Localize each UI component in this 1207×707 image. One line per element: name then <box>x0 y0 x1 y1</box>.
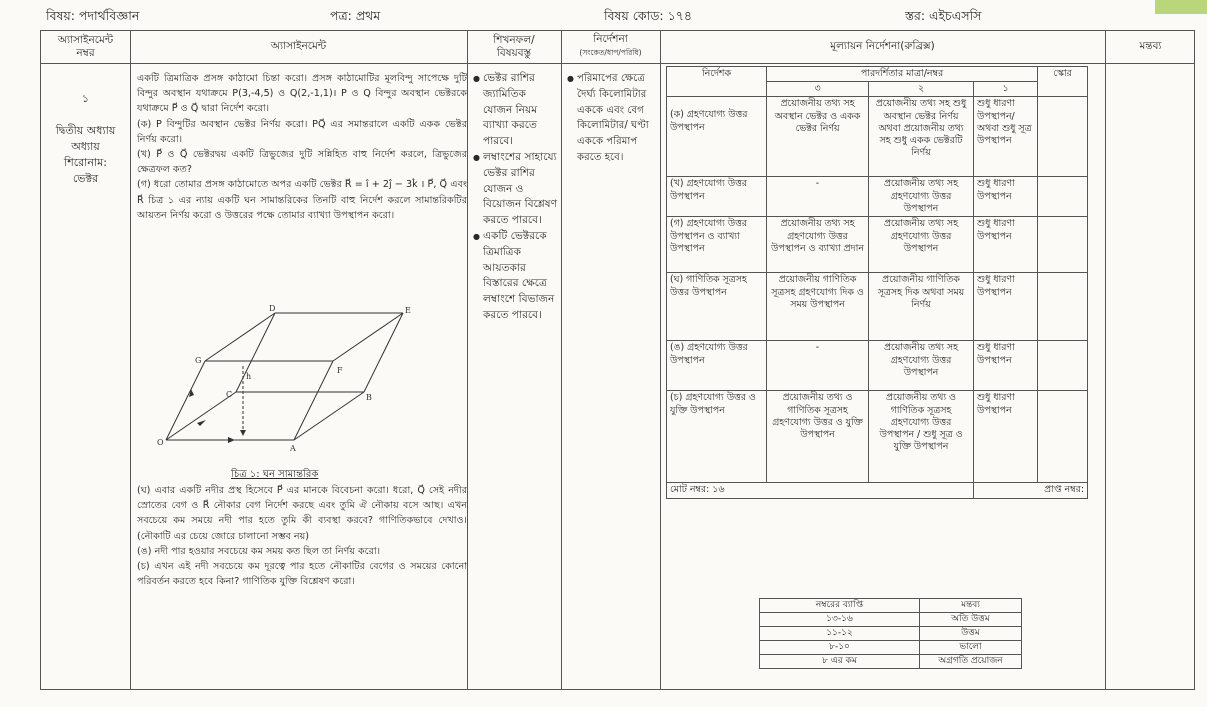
learning-outcome-item: ● একটি ভেক্টরকে ত্রিমাত্রিক আয়তকার বিস্তারের ক্ষেত্রে লম্বাংশে বিভাজন করতে পারবে। <box>483 229 557 324</box>
rubric-row: (খ) গ্রহণযোগ্য উত্তর উপস্থাপন - প্রয়োজনীয় তথ্য সহ গ্রহণযোগ্য উত্তর উপস্থাপন শুধু ধারণা উপস্থাপন <box>667 177 1088 217</box>
learning-outcome-item: ● লম্বাংশের সাহায্যে ভেক্টর রাশির যোজন ও বিয়োজন বিশ্লেষণ করতে পারবে। <box>483 150 557 229</box>
figure-label-a: A <box>290 444 296 453</box>
score-cell[interactable] <box>1038 217 1088 273</box>
question-ga: (গ) ধরো তোমার প্রসঙ্গ কাঠামোতে অপর একটি ভেক্টর R⃗ = î + 2ĵ − 3k̂ । P⃗, Q⃗ এবং R⃗ চিত্র ১ এর ন্যায় একটি ঘন সামান্তরিকের তিনটি বাহু নির্দেশ করলে সামান্তরিকটির আয়তন নির্ণয় করো ও উত্তরের পক্ষে তোমার ব্যাখ্যা উপস্থাপন করো। <box>137 179 467 221</box>
rubric-row: (গ) গ্রহণযোগ্য উত্তর উপস্থাপন ও ব্যাখ্যা উপস্থাপন প্রয়োজনীয় তথ্য সহ গ্রহণযোগ্য উত্তর উপস্থাপন ও ব্যাখ্যা প্রদান প্রয়োজনীয় তথ্য সহ গ্রহণযোগ্য উত্তর উপস্থাপন শুধু ধারণা উপস্থাপন <box>667 217 1088 273</box>
rubric-head-score: স্কোর <box>1038 67 1088 97</box>
subject-label: বিষয়: পদার্থবিজ্ঞান <box>46 8 140 23</box>
grading-row: ১৩-১৬ অতি উত্তম <box>760 613 1022 627</box>
instruction-item: ● পরিমাপের ক্ষেত্রে দৈর্ঘ্য কিলোমিটার এককে এবং বেগ কিলোমিটার/ ঘণ্টা এককে পরিমাপ করতে হবে। <box>577 71 659 166</box>
rubric-row: (ঙ) গ্রহণযোগ্য উত্তর উপস্থাপন - প্রয়োজনীয় তথ্য সহ গ্রহণযোগ্য উত্তর উপস্থাপন শুধু ধারণা উপস্থাপন <box>667 341 1088 391</box>
assignment-table <box>40 30 1195 690</box>
score-cell[interactable] <box>1038 273 1088 341</box>
figure-label-g: G <box>195 356 202 365</box>
grading-row: ৮ এর কম অগ্রগতি প্রয়োজন <box>760 655 1022 669</box>
chapter-title: ভেক্টর <box>72 172 99 185</box>
figure-label-d: D <box>269 305 276 313</box>
col-header-assignment: অ্যাসাইনমেন্ট <box>270 40 327 52</box>
learning-outcome-item: ● ভেক্টর রাশির জ্যামিতিক যোজন নিয়ম ব্যাখ্যা করতে পারবে। <box>483 71 557 150</box>
col-header-learning: শিখনফল/ বিষয়বস্তু <box>493 34 535 59</box>
figure-label-c: C <box>226 390 233 399</box>
rubric-row: (ঘ) গাণিতিক সূত্রসহ উত্তর উপস্থাপন প্রয়োজনীয় গাণিতিক সূত্রসহ গ্রহণযোগ্য দিক ও সময় উপস্থাপন প্রয়োজনীয় গাণিতিক সূত্রসহ দিক অথবা সময় নির্ণয় শুধু ধারণা উপস্থাপন <box>667 273 1088 341</box>
chapter-label: দ্বিতীয় অধ্যায় <box>55 124 116 137</box>
score-cell[interactable] <box>1038 391 1088 483</box>
rubric-row: (চ) গ্রহণযোগ্য উত্তর ও যুক্তি উপস্থাপন প্রয়োজনীয় তথ্য ও গাণিতিক সূত্রসহ গ্রহণযোগ্য উত্তর ও যুক্তি উপস্থাপন প্রয়োজনীয় তথ্য ও গাণিতিক সূত্রসহ গ্রহণযোগ্য উত্তর উপস্থাপন / শুধু সূত্র ও যুক্তি উপস্থাপন শুধু ধারণা উপস্থাপন <box>667 391 1088 483</box>
total-marks: মোট নম্বর: ১৬ <box>667 483 974 498</box>
obtained-marks: প্রাপ্ত নম্বর: <box>974 483 1088 498</box>
rubric-row: (ক) গ্রহণযোগ্য উত্তর উপস্থাপন প্রয়োজনীয় তথ্য সহ অবস্থান ভেক্টর ও একক ভেক্টর নির্ণয় প্রয়োজনীয় তথ্য সহ শুধু অবস্থান ভেক্টর নির্ণয় অথবা প্রয়োজনীয় তথ্য সহ শুধু একক ভেক্টরটি নির্ণয় শুধু ধারণা উপস্থাপন/ অথবা শুধু সূত্র উপস্থাপন <box>667 97 1088 177</box>
score-cell[interactable] <box>1038 97 1088 177</box>
instructions <box>567 71 659 166</box>
question-ka: (ক) P বিন্দুটির অবস্থান ভেক্টর নির্ণয় করো। PQ⃗ এর সমান্তরালে একটি একক ভেক্টর নির্ণয় করো। <box>137 118 467 145</box>
grading-head-remark: মন্তব্য <box>920 599 1022 613</box>
grading-row: ৮-১০ ভালো <box>760 641 1022 655</box>
figure-label-o: O <box>157 438 164 447</box>
grading-row: ১১-১২ উত্তম <box>760 627 1022 641</box>
assignment-number: ১ <box>81 92 90 105</box>
grading-head-range: নম্বরের ব্যাপ্তি <box>760 599 920 613</box>
question-cha: (চ) এখন এই নদী সবচেয়ে কম দূরত্বে পার হতে নৌকাটির বেগের ও সময়ের কোনো পরিবর্তন করতে হবে কিনা? গাণিতিক যুক্তি বিশ্লেষণ করো। <box>137 561 467 588</box>
grading-table <box>759 598 1022 669</box>
rubric-head-levels: পারদর্শিতার মাত্রা/নম্বর <box>767 67 1038 82</box>
figure-label-b: B <box>366 393 372 402</box>
corner-tag <box>1155 0 1207 14</box>
rubric-level-3: ৩ <box>767 82 869 97</box>
assignment-text-lower <box>137 483 467 589</box>
col-header-rubric: মূল্যায়ন নির্দেশনা(রুব্রিক্স) <box>830 40 935 52</box>
col-header-number: অ্যাসাইনমেন্ট নম্বর <box>57 34 114 59</box>
question-kha: (খ) P⃗ ও Q⃗ ভেক্টরদ্বয় একটি ত্রিভুজের দুটি সন্নিহিত বাহু নির্দেশ করলে, ত্রিভুজের ক্ষেত্রফল কত? <box>137 149 467 176</box>
assignment-number-cell: ১ দ্বিতীয় অধ্যায় অধ্যায় শিরোনাম: ভেক্টর <box>41 91 130 187</box>
subject-code-label: বিষয় কোড: ১৭৪ <box>604 8 692 23</box>
paper-label: পত্র: প্রথম <box>330 8 381 23</box>
question-uma: (ঙ) নদী পার হওয়ার সবচেয়ে কম সময় কত ছিল তা নির্ণয় করো। <box>137 545 381 557</box>
rubric-level-2: ২ <box>869 82 974 97</box>
document-header <box>0 6 1207 26</box>
figure-label-e: E <box>405 306 411 315</box>
parallelepiped-figure <box>151 305 431 465</box>
level-label: স্তর: এইচএসসি <box>905 8 982 23</box>
assignment-intro: একটি ত্রিমাত্রিক প্রসঙ্গ কাঠামো চিন্তা করো। প্রসঙ্গ কাঠামোটির মূলবিন্দু সাপেক্ষে দুটি বিন্দুর অবস্থান যথাক্রমে P(3,-4,5) ও Q(2,-1,1)। P ও Q বিন্দুর অবস্থান ভেক্টরকে যথাক্রমে P⃗ ও Q⃗ দ্বারা নির্দেশ করো। <box>137 73 467 115</box>
col-header-remarks: মন্তব্য <box>1139 40 1162 52</box>
figure-caption: চিত্র ১: ঘন সামান্তরিক <box>231 469 319 480</box>
assignment-text-upper <box>137 71 467 223</box>
score-cell[interactable] <box>1038 341 1088 391</box>
score-cell[interactable] <box>1038 177 1088 217</box>
question-gha: (ঘ) এবার একটি নদীর প্রস্থ হিসেবে P⃗ এর মানকে বিবেচনা করো। ধরো, Q⃗ সেই নদীর স্রোতের বেগ ও R⃗ নৌকার বেগ নির্দেশ করছে এবং তুমি ঐ নৌকায় বসে আছ। এখন সবচেয়ে কম সময়ে নদী পার হতে তুমি কী ব্যবস্থা করবে? গাণিতিকভাবে দেখাও। (নৌকাটি এর চেয়ে জোরে চালানো সম্ভব নয়) <box>137 485 467 542</box>
rubric-head-indicator: নির্দেশক <box>667 67 767 97</box>
rubric-table <box>666 66 1088 499</box>
col-header-instruction: নির্দেশনা (সংকেত/ধাপ/পরিধি) <box>579 33 642 57</box>
rubric-level-1: ১ <box>974 82 1038 97</box>
figure-label-f: F <box>337 366 343 375</box>
learning-outcomes <box>473 71 557 324</box>
figure-label-h: h <box>246 372 252 381</box>
